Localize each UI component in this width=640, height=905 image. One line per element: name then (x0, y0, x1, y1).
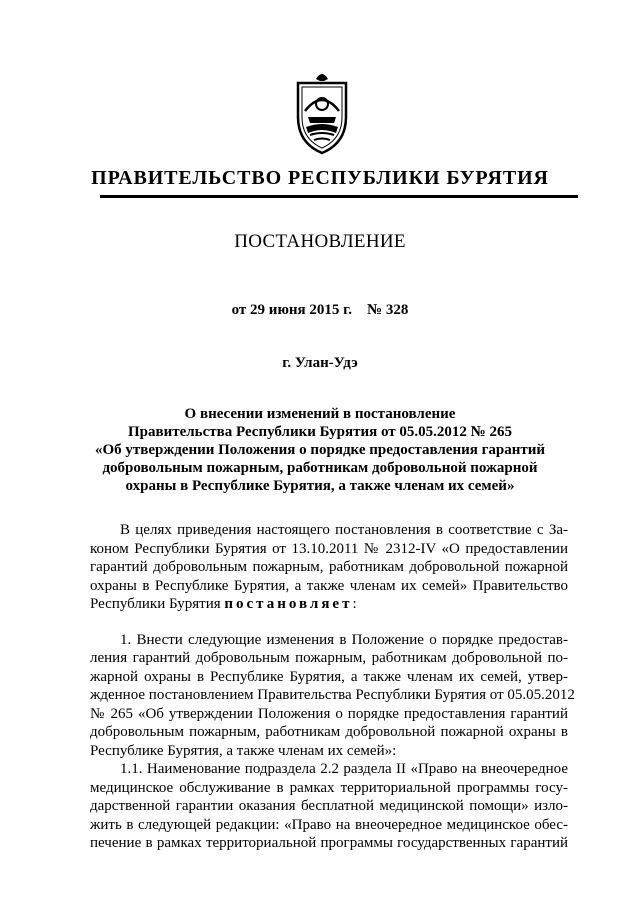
text-line: 1. Внести следующие изменения в Положение о порядке предостав- (120, 631, 568, 648)
document-subject (90, 405, 550, 495)
text-line: № 265 «Об утверждении Положения о порядке предоставления гарантий (90, 705, 568, 722)
text-line: 1.1. Наименование подраздела 2.2 раздела II «Право на внеочередное (120, 761, 568, 777)
item-1-paragraph (90, 631, 575, 761)
city: г. Улан-Удэ (282, 355, 358, 371)
text-line: В целях приведения настоящего постановления в соответствие с За- (120, 522, 568, 538)
document-body (90, 521, 575, 853)
preamble-suffix: : (352, 596, 357, 612)
document-number: № 328 (367, 302, 409, 318)
coat-of-arms-emblem (294, 69, 350, 157)
subject-line: «Об утверждении Положения о порядке предоставления гарантий (94, 442, 546, 458)
text-line: дарственной гарантии оказания бесплатной медицинской помощи» изло- (90, 798, 568, 814)
date-number-line (0, 302, 640, 319)
preamble-paragraph (90, 521, 568, 614)
text-line: Республике Бурятия, а также членам их семей»: (90, 742, 397, 759)
subject-line: О внесении изменений в постановление (184, 406, 456, 422)
text-line: медицинское обслуживание в рамках территориальной программы госу- (90, 779, 568, 796)
subject-line: охраны в Республике Бурятия, а также членам их семей» (125, 478, 515, 494)
text-line: ления гарантий добровольным пожарным, работникам добровольной по- (90, 650, 568, 666)
subject-line: Правительства Республики Бурятия от 05.05.2012 № 265 (127, 424, 512, 440)
text-line (90, 595, 568, 614)
subject-line: добровольным пожарным, работникам добровольной пожарной (102, 460, 538, 476)
text-line: коном Республики Бурятия от 13.10.2011 № 2312-IV «О предоставлении (90, 540, 568, 557)
document-type: ПОСТАНОВЛЕНИЕ (234, 231, 406, 252)
text-line: жить в следующей редакции: «Право на внеочередное медицинское обес- (90, 816, 568, 833)
text-line: добровольным пожарным, работникам добровольной пожарной охраны в (90, 724, 568, 740)
document-date: от 29 июня 2015 г. (231, 302, 353, 318)
text-line: печение в рамках территориальной программы государственных гарантий (90, 835, 568, 851)
preamble-prefix: Республики Бурятия (90, 596, 221, 612)
text-line: жденное постановлением Правительства Республики Бурятия от 05.05.2012 (90, 687, 575, 703)
header-divider (100, 195, 578, 198)
text-line: гарантий добровольным пожарным, работникам добровольной пожарной (90, 559, 568, 575)
decree-word: постановляет (224, 596, 353, 612)
text-line: жарной охраны в Республике Бурятия, а также членам их семей, утвер- (90, 668, 568, 685)
government-title: ПРАВИТЕЛЬСТВО РЕСПУБЛИКИ БУРЯТИЯ (91, 167, 549, 189)
text-line: охраны в Республике Бурятия, а также членам их семей» Правительство (90, 577, 568, 594)
item-1-1-paragraph (90, 760, 568, 853)
